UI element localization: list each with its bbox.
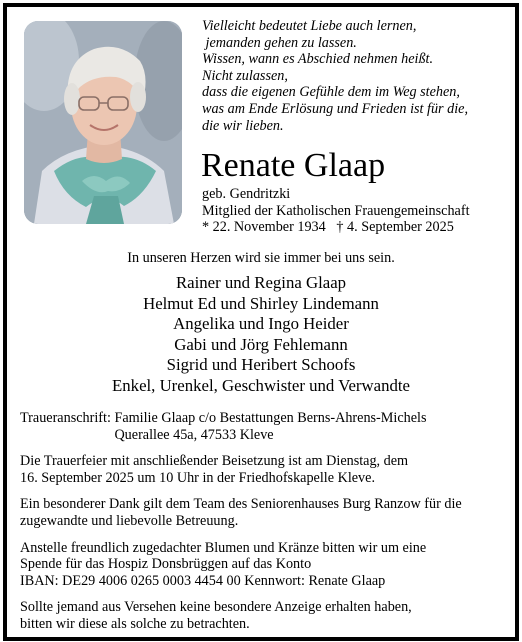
paragraph-line: 16. September 2025 um 10 Uhr in der Friedhofskapelle Kleve. [20,469,375,486]
paragraph-line: Spende für das Hospiz Donsbrüggen auf das Konto [20,556,312,573]
paragraph-line: Anstelle freundlich zugedachter Blumen und Kränze bitten wir um eine [20,539,427,556]
poem-line: Nicht zulassen, [202,67,288,84]
address-line: Querallee 45a, 47533 Kleve [114,426,274,443]
portrait-illustration [24,21,182,224]
paragraph-line: zugewandte und liebevolle Betreuung. [20,512,239,529]
poem-line: die wir lieben. [202,117,284,134]
life-dates: * 22. November 1934 † 4. September 2025 [202,219,454,236]
poem-line: Wissen, wann es Abschied nehmen heißt. [202,51,434,68]
ceremony-paragraph [20,453,508,486]
family-member: Rainer und Regina Glaap [175,273,347,292]
poem-line: dass die eigenen Gefühle dem im Weg stehen, [202,84,460,101]
birth-name: geb. Gendritzki [202,186,291,202]
paragraph-line: IBAN: DE29 4006 0265 0003 4454 00 Kennwort: Renate Glaap [20,572,386,589]
family-member: Sigrid und Heribert Schoofs [166,355,356,375]
family-list [0,273,522,397]
family-member: Enkel, Urenkel, Geschwister und Verwandte [112,375,410,395]
donation-paragraph [20,540,508,590]
family-member: Angelika und Ingo Heider [173,314,349,334]
notice-details [20,410,508,633]
poem [202,18,502,134]
notice-paragraph [20,599,508,632]
mourning-address [20,410,508,443]
paragraph-line: Ein besonderer Dank gilt dem Team des Seniorenhauses Burg Ranzow für die [20,496,462,513]
address-lines [114,410,426,443]
thanks-paragraph [20,496,508,529]
family-member: Helmut Ed und Shirley Lindemann [143,293,379,313]
family-member: Gabi und Jörg Fehlemann [174,334,348,354]
paragraph-line: bitten wir diese als solche zu betrachten. [20,615,250,632]
address-label: Traueranschrift: [20,410,115,426]
deceased-name: Renate Glaap [201,147,386,184]
motto: In unseren Herzen wird sie immer bei uns sein. [127,250,395,266]
poem-line: jemanden gehen zu lassen. [202,34,357,51]
poem-line: was am Ende Erlösung und Frieden ist für die, [202,100,469,117]
paragraph-line: Sollte jemand aus Versehen keine besondere Anzeige erhalten haben, [20,599,412,616]
portrait-photo [24,21,182,224]
poem-line: Vielleicht bedeutet Liebe auch lernen, [202,18,417,34]
address-line: Familie Glaap c/o Bestattungen Berns-Ahrens-Michels [114,410,427,426]
paragraph-line: Die Trauerfeier mit anschließender Beisetzung ist am Dienstag, dem [20,453,409,470]
deceased-info [202,186,470,236]
membership: Mitglied der Katholischen Frauengemeinschaft [202,202,470,219]
